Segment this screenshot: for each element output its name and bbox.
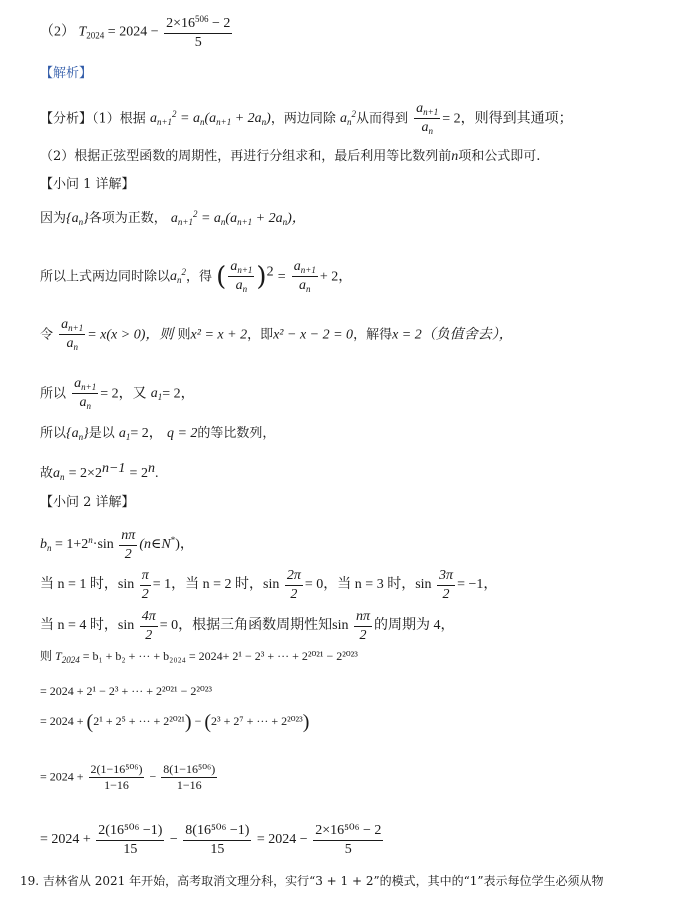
text: = 2024 + xyxy=(40,713,84,728)
sequence-set: $\{a_n\}$ xyxy=(66,426,89,442)
text: = 0，当 n = 3 时，sin xyxy=(304,577,432,593)
text: 因为 xyxy=(40,211,67,226)
text: = 0，根据三角函数周期性知sin xyxy=(159,618,349,634)
text: ，解得 xyxy=(353,327,393,343)
a1-term: $a_1$ xyxy=(118,426,131,442)
text: )， xyxy=(175,537,194,553)
exp: n xyxy=(147,461,155,476)
analysis-line-2 xyxy=(40,150,540,164)
text: = 2×2 xyxy=(68,466,102,481)
num: 8(16⁵⁰⁶ −1) xyxy=(185,823,250,838)
fraction-1 xyxy=(96,822,164,858)
recurrence-formula: $a_{n+1}^2 = a_n(a_{n+1} + 2a_n)$ xyxy=(149,109,271,128)
paren: ( xyxy=(216,261,227,292)
text: 故 xyxy=(40,466,54,481)
minus: − xyxy=(149,769,157,784)
q2-cases-1 xyxy=(40,567,497,603)
exp: n xyxy=(88,535,93,546)
question-19: 19. 吉林省从 2021 年开始，高考取消文理分科，实行“3 + 1 + 2”的模式，其中的“1”表示每位学生必须从物 xyxy=(20,874,604,888)
num: nπ xyxy=(355,609,370,624)
answer-fraction xyxy=(164,14,232,51)
den: 2 xyxy=(285,585,303,604)
frac-num-b: − 2 xyxy=(208,16,231,31)
text: = 2024 + xyxy=(40,769,84,784)
num: 2×16⁵⁰⁶ − 2 xyxy=(315,823,382,838)
q2-sum-1 xyxy=(40,650,358,665)
text: 的等比数列， xyxy=(197,426,276,441)
q1-line-2 xyxy=(40,258,352,296)
den: 5 xyxy=(313,840,383,859)
text: 当 n = 4 时，sin xyxy=(40,618,135,634)
text: (n∈N xyxy=(139,537,171,553)
paren: ) xyxy=(256,261,267,292)
q1-line-5 xyxy=(40,427,275,442)
text: + 2， xyxy=(319,269,353,285)
paren: ) xyxy=(184,711,192,733)
geo-fraction-2 xyxy=(161,762,217,793)
text: = 1+2 xyxy=(55,537,89,553)
analysis-text: （2）根据正弦型函数的周期性，再进行分组求和，最后利用等比数列前 xyxy=(40,149,452,164)
den: 2 xyxy=(119,545,137,564)
analysis-text: = 2，则得到其通项； xyxy=(442,111,573,127)
t-symbol: T xyxy=(78,24,87,40)
den: 1−16 xyxy=(161,777,217,793)
even-group: 2³ + 2⁷ + ··· + 2²⁰²³ xyxy=(211,713,303,728)
q2-bn-def xyxy=(40,527,194,563)
equation: x² − x − 2 = 0 xyxy=(273,327,354,343)
num: 2(16⁵⁰⁶ −1) xyxy=(98,823,163,838)
sin-fraction xyxy=(119,527,137,563)
q1-line-1 xyxy=(40,210,306,227)
text: x = 2（负值舍去）， xyxy=(392,327,513,343)
q1-line-3 xyxy=(40,316,513,354)
text: = x(x > 0)，则 xyxy=(87,327,174,343)
frac-num-a: 2×16 xyxy=(166,16,195,31)
geo-fraction-1 xyxy=(89,762,145,793)
num: 3π xyxy=(439,568,454,583)
sin-fraction xyxy=(354,608,372,644)
analysis-text: （1）根据 xyxy=(92,111,146,127)
text: = −1， xyxy=(457,577,498,593)
paren: ( xyxy=(204,711,212,733)
text: 当 n = 1 时，sin xyxy=(40,577,135,593)
sin-fraction xyxy=(140,567,151,603)
ratio-fraction: $\frac{a_{n+1}}{a_n}$ xyxy=(74,376,97,412)
ratio-fraction: $\frac{a_{n+1}}{a_n}$ xyxy=(61,317,84,353)
q2-cases-2 xyxy=(40,608,455,644)
num: 8(1−16⁵⁰⁶) xyxy=(163,762,216,776)
q2-sum-4 xyxy=(40,762,219,793)
q1-line-6 xyxy=(40,462,158,482)
part-label: （2） xyxy=(40,24,75,40)
text: = 2， xyxy=(162,386,195,402)
equals: = 2024 − xyxy=(256,832,308,848)
den: 2 xyxy=(437,585,455,604)
jiexi-label: 【解析】 xyxy=(40,66,93,81)
ratio-q: q = 2 xyxy=(166,426,198,441)
sin-fraction xyxy=(437,567,455,603)
square-exp: 2 xyxy=(266,264,274,280)
paren: ) xyxy=(302,711,310,733)
analysis-line-1 xyxy=(40,100,573,138)
q1-header: 【小问 1 详解】 xyxy=(40,177,135,192)
num: nπ xyxy=(121,528,136,543)
text: = 1，当 n = 2 时，sin xyxy=(152,577,280,593)
text: 则 xyxy=(40,649,53,663)
frac-den: 5 xyxy=(164,33,232,52)
minus: − xyxy=(194,713,202,728)
den: 15 xyxy=(183,840,251,859)
text: ·sin xyxy=(92,537,114,553)
plus-exp: * xyxy=(170,535,176,546)
bn-term: $b_n$ xyxy=(40,537,52,554)
t-symbol: $T_{2024}$ xyxy=(55,649,80,665)
num: 2(1−16⁵⁰⁶) xyxy=(90,762,143,776)
text: 各项为正数， xyxy=(88,211,167,226)
num: π xyxy=(141,568,149,583)
divide-term: $a_n^2$ xyxy=(170,267,187,286)
text: = 2，又 xyxy=(100,386,147,402)
exp: n−1 xyxy=(101,461,126,476)
text: 令 xyxy=(40,327,54,343)
q1-line-4 xyxy=(40,375,195,413)
t-sub: 2024 xyxy=(86,30,105,41)
text: 是以 xyxy=(88,426,115,441)
equation: x² = x + 2 xyxy=(190,327,248,343)
sum-expression: = 2024 + 2¹ − 2³ + ··· + 2²⁰²¹ − 2²⁰²³ xyxy=(40,684,212,698)
sequence-set: $\{a_n\}$ xyxy=(66,211,89,227)
paren: ( xyxy=(86,711,94,733)
analysis-text: 项和公式即可. xyxy=(458,149,541,164)
an-term: $a_n$ xyxy=(53,466,65,482)
den: 15 xyxy=(96,840,164,859)
q2-sum-5 xyxy=(40,822,385,858)
fraction-3 xyxy=(313,822,383,858)
text: = 2024 + xyxy=(40,832,91,848)
analysis-text: 从而得到 xyxy=(356,111,409,127)
num: 4π xyxy=(141,609,156,624)
a1-term: $a_1$ xyxy=(150,386,163,403)
den: 2 xyxy=(354,626,372,645)
text: ，得 xyxy=(186,269,213,285)
text: 的周期为 4， xyxy=(374,618,455,634)
den: 1−16 xyxy=(89,777,145,793)
q2-header: 【小问 2 详解】 xyxy=(40,495,135,510)
sin-fraction xyxy=(140,608,158,644)
equals: = xyxy=(277,269,286,285)
num: 2π xyxy=(286,568,301,583)
text: ，即 xyxy=(247,327,274,343)
text: 所以 xyxy=(40,386,67,402)
divide-term: $a_n^2$ xyxy=(340,109,356,128)
den: 2 xyxy=(140,585,151,604)
minus: − xyxy=(169,832,178,848)
den: 2 xyxy=(140,626,158,645)
analysis-tag: 【分析】 xyxy=(40,111,93,127)
text: . xyxy=(154,466,159,481)
q2-sum-3 xyxy=(40,712,309,732)
equals-2024: = 2024 − xyxy=(107,24,159,40)
n-symbol: n xyxy=(451,149,459,164)
text: = 2， xyxy=(130,426,163,441)
q2-sum-2 xyxy=(40,685,212,697)
ratio-fraction: $\frac{a_{n+1}}{a_n}$ xyxy=(230,259,253,295)
fraction-2 xyxy=(183,822,251,858)
sum-expression: = b₁ + b₂ + ··· + b₂₀₂₄ = 2024+ 2¹ − 2³ + ··· + 2²⁰²¹ − 2²⁰²³ xyxy=(82,649,358,663)
ratio-fraction: $\frac{a_{n+1}}{a_n}$ xyxy=(416,101,439,137)
odd-group: 2¹ + 2⁵ + ··· + 2²⁰²¹ xyxy=(93,713,185,728)
part2-answer xyxy=(40,14,234,51)
text: 则 xyxy=(177,327,191,343)
sin-fraction xyxy=(285,567,303,603)
ratio-fraction: $\frac{a_{n+1}}{a_n}$ xyxy=(293,259,316,295)
analysis-text: ，两边同除 xyxy=(270,111,336,127)
text: = 2 xyxy=(129,466,148,481)
text: 所以上式两边同时除以 xyxy=(40,269,171,285)
recurrence-formula: $a_{n+1}^2 = a_n(a_{n+1} + 2a_n)$， xyxy=(170,209,306,227)
frac-num-exp: 506 xyxy=(195,14,209,24)
text: 所以 xyxy=(40,426,67,441)
